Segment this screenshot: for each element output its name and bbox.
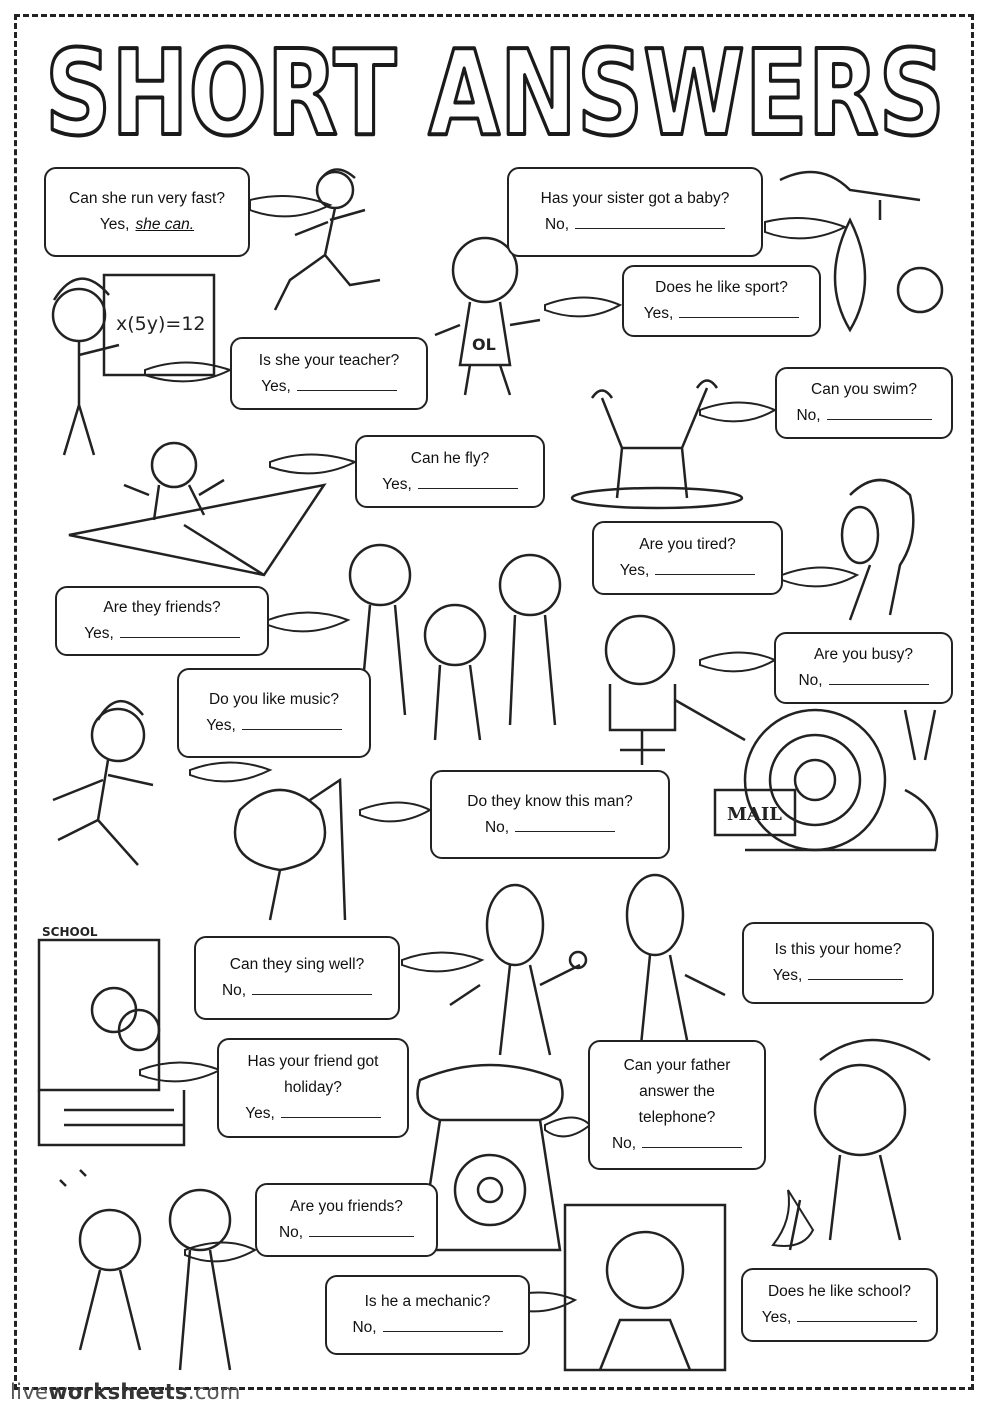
question-card (177, 668, 371, 758)
svg-text:MAIL: MAIL (727, 804, 782, 825)
liveworksheets-logo: liveworksheets.com (10, 1380, 241, 1404)
question-text: Has your friend got holiday? (247, 1053, 379, 1096)
answer-field[interactable] (655, 558, 755, 575)
answer-prefix: No, (484, 818, 510, 836)
answer-prefix: No, (221, 982, 247, 999)
answer-prefix: Yes, (619, 562, 650, 579)
answer-field[interactable] (827, 403, 932, 420)
question-card (741, 1268, 938, 1342)
question-text: Are you tired? (639, 536, 736, 553)
answer-prefix: Yes, (772, 967, 803, 984)
question-card (44, 167, 250, 257)
answer-prefix: Yes, (761, 1309, 792, 1326)
question-text: Are you friends? (290, 1198, 403, 1215)
answer-prefix: Yes, (206, 717, 236, 734)
answer-field[interactable] (515, 815, 615, 832)
question-text: Has your sister got a baby? (540, 190, 730, 207)
question-card (55, 586, 269, 656)
svg-text:SHORT ANSWERS: SHORT ANSWERS (45, 24, 945, 162)
question-card (622, 265, 821, 337)
answer-field[interactable]: she can. (135, 216, 195, 233)
answer-prefix: Yes, (84, 625, 114, 642)
question-text: Can he fly? (410, 449, 490, 467)
question-text: Does he like sport? (655, 279, 788, 296)
answer-field[interactable] (418, 472, 518, 489)
answer-prefix: No, (278, 1224, 304, 1241)
answer-prefix: No, (544, 216, 570, 233)
question-card (230, 337, 428, 410)
question-card (592, 521, 783, 595)
svg-text:SCHOOL: SCHOOL (42, 925, 98, 939)
question-card (742, 922, 934, 1004)
answer-field[interactable] (808, 963, 903, 980)
answer-prefix: Yes, (261, 377, 291, 395)
svg-text:x(5y)=12: x(5y)=12 (116, 313, 206, 335)
answer-field[interactable] (120, 621, 240, 638)
answer-field[interactable] (297, 374, 397, 391)
question-text: Do you like music? (208, 691, 340, 708)
answer-field[interactable] (242, 713, 342, 730)
question-card (774, 632, 953, 704)
question-text: Is this your home? (774, 941, 902, 958)
question-card (430, 770, 670, 859)
answer-field[interactable] (679, 301, 799, 318)
question-text: Can your father answer the telephone? (623, 1057, 731, 1126)
answer-field[interactable] (281, 1101, 381, 1118)
question-text: Is she your teacher? (258, 351, 400, 369)
question-text: Are they friends? (103, 599, 221, 616)
answer-prefix: No, (798, 672, 823, 689)
question-card (355, 435, 545, 508)
question-text: Does he like school? (767, 1283, 912, 1300)
question-text: Can she run very fast? (69, 190, 225, 207)
answer-prefix: Yes, (643, 305, 674, 322)
answer-field[interactable] (829, 668, 929, 685)
question-card (217, 1038, 409, 1138)
answer-field[interactable] (252, 978, 372, 995)
answer-field[interactable] (309, 1220, 414, 1237)
answer-field[interactable] (797, 1305, 917, 1322)
question-card (775, 367, 953, 439)
question-text: Are you busy? (813, 646, 914, 663)
question-card (507, 167, 763, 257)
answer-prefix: Yes, (245, 1105, 275, 1122)
answer-prefix: Yes, (382, 475, 412, 493)
question-card (588, 1040, 766, 1170)
question-text: Is he a mechanic? (364, 1293, 491, 1310)
answer-prefix: No, (796, 407, 821, 424)
answer-field[interactable] (383, 1315, 503, 1332)
svg-text:OL: OL (472, 335, 496, 354)
answer-prefix: Yes, (99, 216, 130, 233)
question-text: Do they know this man? (467, 792, 633, 810)
question-card (255, 1183, 438, 1257)
question-text: Can you swim? (811, 381, 917, 398)
answer-prefix: No, (352, 1319, 377, 1336)
question-card (325, 1275, 530, 1355)
answer-field[interactable] (575, 212, 725, 229)
question-card (194, 936, 400, 1020)
question-text: Can they sing well? (229, 956, 365, 973)
answer-field[interactable] (642, 1131, 742, 1148)
answer-prefix: No, (611, 1135, 637, 1152)
